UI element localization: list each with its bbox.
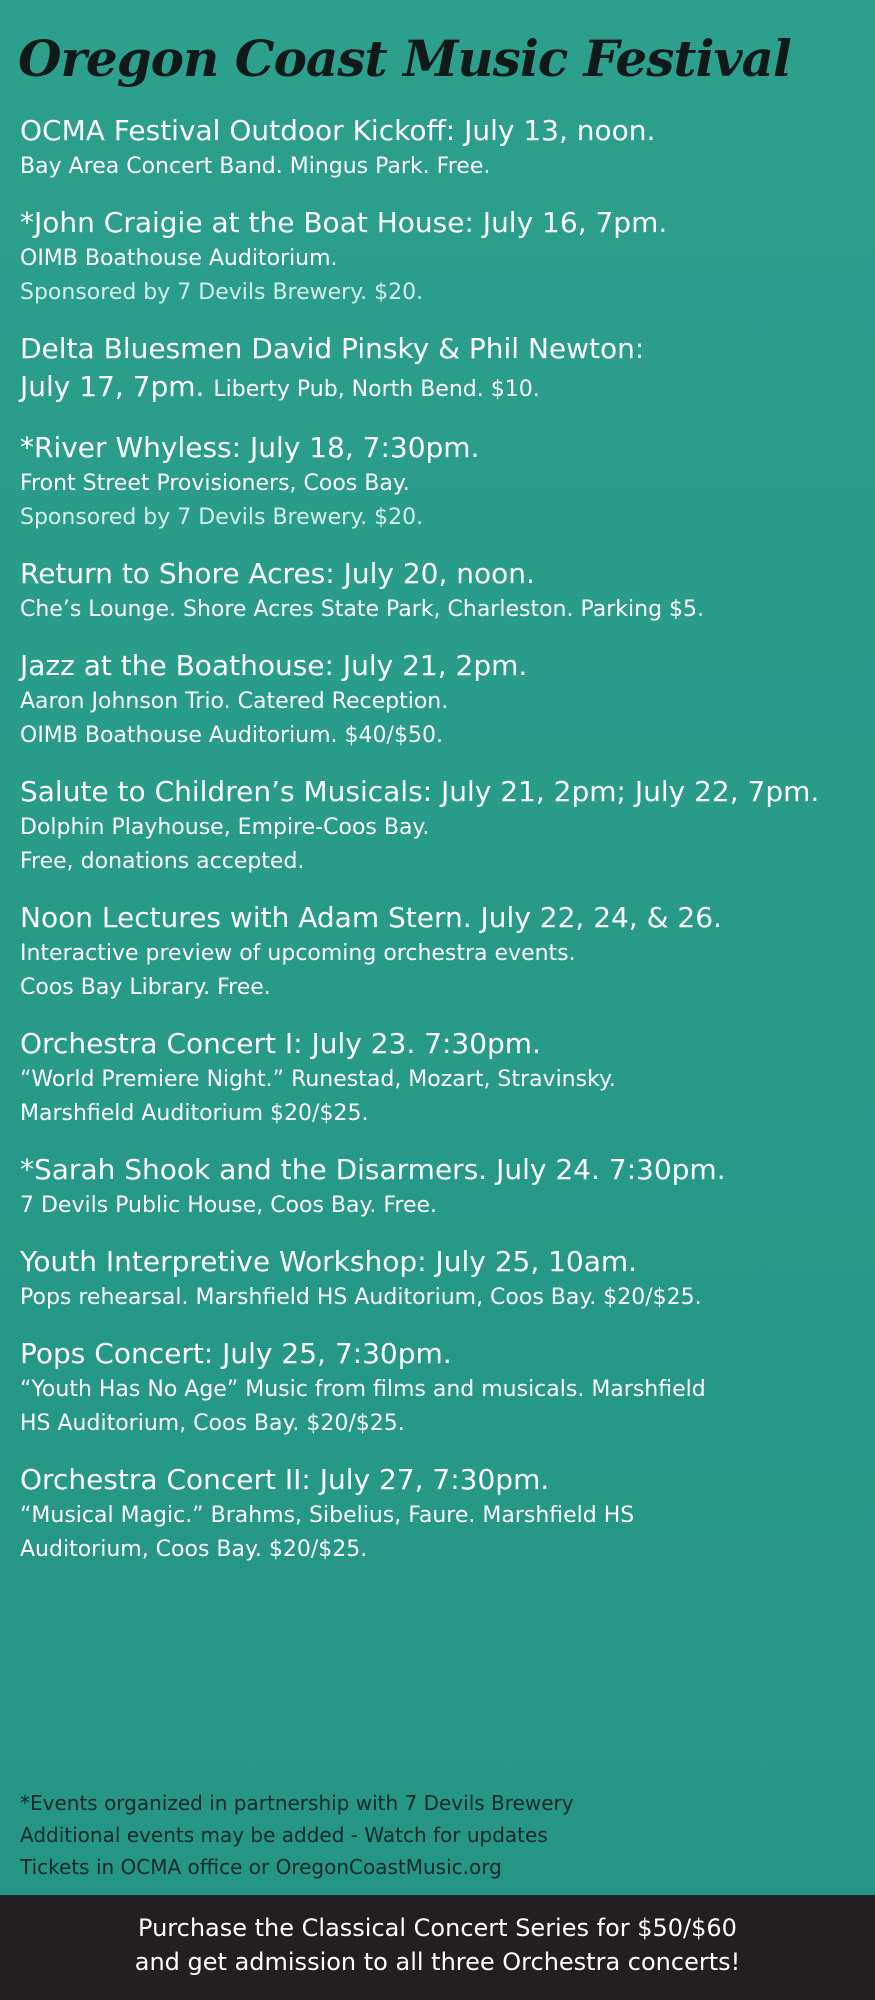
event-item: [20, 1243, 860, 1315]
event-detail: Front Street Provisioners, Coos Bay.: [20, 471, 410, 496]
festival-title: Oregon Coast Music Festival: [18, 29, 791, 88]
event-title: Salute to Children’s Musicals: July 21, 2pm; July 22, 7pm.: [20, 775, 820, 808]
event-detail: Dolphin Playhouse, Empire-Coos Bay.: [20, 815, 430, 840]
event-title: *River Whyless: July 18, 7:30pm.: [20, 431, 480, 464]
event-sponsor: Sponsored by 7 Devils Brewery. $20.: [20, 280, 424, 305]
event-detail: HS Auditorium, Coos Bay. $20/$25.: [20, 1411, 405, 1436]
event-item: [20, 112, 860, 184]
footnote: *Events organized in partnership with 7 Devils Brewery: [20, 1791, 574, 1815]
event-detail: Free, donations accepted.: [20, 849, 305, 874]
event-title: Pops Concert: July 25, 7:30pm.: [20, 1337, 452, 1370]
event-detail: “Youth Has No Age” Music from films and musicals. Marshfield: [20, 1377, 706, 1402]
event-item: [20, 1151, 860, 1223]
event-title: OCMA Festival Outdoor Kickoff: July 13, noon.: [20, 114, 656, 147]
promo-banner: [0, 1895, 875, 2000]
event-item: [20, 555, 860, 627]
event-date-line: [20, 368, 860, 409]
event-item: [20, 204, 860, 310]
event-item: [20, 1025, 860, 1131]
event-detail: Auditorium, Coos Bay. $20/$25.: [20, 1537, 368, 1562]
event-item: [20, 899, 860, 1005]
event-detail: “Musical Magic.” Brahms, Sibelius, Faure. Marshfield HS: [20, 1503, 635, 1528]
event-item: [20, 1335, 860, 1441]
event-title: Orchestra Concert I: July 23. 7:30pm.: [20, 1027, 541, 1060]
event-sponsor: Sponsored by 7 Devils Brewery. $20.: [20, 505, 424, 530]
promo-line: and get admission to all three Orchestra concerts!: [134, 1948, 741, 1976]
event-date: July 17, 7pm.: [20, 370, 205, 403]
event-detail: Interactive preview of upcoming orchestra events.: [20, 941, 576, 966]
event-detail: “World Premiere Night.” Runestad, Mozart, Stravinsky.: [20, 1067, 616, 1092]
event-item: [20, 647, 860, 753]
event-detail: Aaron Johnson Trio. Catered Reception.: [20, 689, 449, 714]
event-detail: Coos Bay Library. Free.: [20, 975, 271, 1000]
event-item: [20, 330, 860, 409]
event-title: Noon Lectures with Adam Stern. July 22, 24, & 26.: [20, 901, 722, 934]
event-detail: OIMB Boathouse Auditorium.: [20, 246, 338, 271]
event-title: *Sarah Shook and the Disarmers. July 24. 7:30pm.: [20, 1153, 726, 1186]
event-title: Orchestra Concert II: July 27, 7:30pm.: [20, 1463, 550, 1496]
promo-line: Purchase the Classical Concert Series for $50/$60: [138, 1914, 737, 1942]
event-title: Youth Interpretive Workshop: July 25, 10am.: [20, 1245, 638, 1278]
event-detail: 7 Devils Public House, Coos Bay. Free.: [20, 1193, 438, 1218]
event-detail: Che’s Lounge. Shore Acres State Park, Charleston. Parking $5.: [20, 597, 705, 622]
event-detail: Pops rehearsal. Marshfield HS Auditorium, Coos Bay. $20/$25.: [20, 1285, 702, 1310]
event-title: *John Craigie at the Boat House: July 16, 7pm.: [20, 206, 668, 239]
event-item: [20, 429, 860, 535]
event-title: Return to Shore Acres: July 20, noon.: [20, 557, 535, 590]
event-detail: Marshfield Auditorium $20/$25.: [20, 1101, 369, 1126]
event-title: Jazz at the Boathouse: July 21, 2pm.: [20, 649, 528, 682]
event-detail: Liberty Pub, North Bend. $10.: [213, 377, 540, 402]
footnote: Additional events may be added - Watch for updates: [20, 1823, 548, 1847]
event-title: Delta Bluesmen David Pinsky & Phil Newton:: [20, 332, 645, 365]
footnote: Tickets in OCMA office or OregonCoastMusic.org: [20, 1855, 502, 1879]
event-item: [20, 773, 860, 879]
footnotes: [20, 1787, 860, 1883]
event-list: [20, 112, 860, 1587]
event-item: [20, 1461, 860, 1567]
event-detail: Bay Area Concert Band. Mingus Park. Free.: [20, 154, 491, 179]
event-detail: OIMB Boathouse Auditorium. $40/$50.: [20, 723, 443, 748]
